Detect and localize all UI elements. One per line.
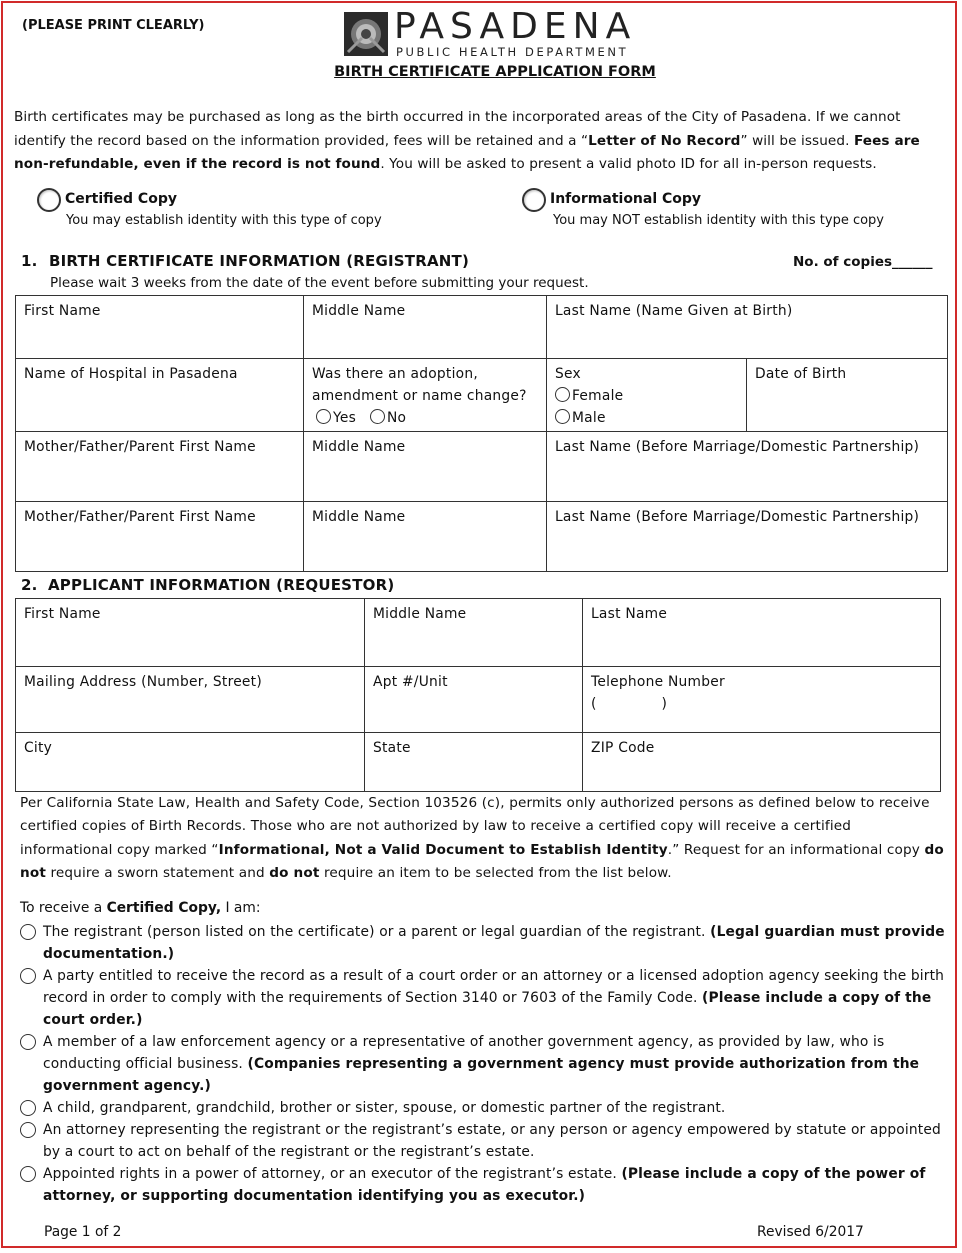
eligibility-option[interactable]: Appointed rights in a power of attorney, or an executor of the registrant’s estate. (Please include a copy of the power of attorney, or supporting documentation identifying you as executor.) xyxy=(18,1163,948,1207)
print-clearly-note: (PLEASE PRINT CLEARLY) xyxy=(22,18,205,33)
parent2-last-name-field[interactable]: Last Name (Before Marriage/Domestic Partnership) xyxy=(547,502,948,572)
intro-paragraph: Birth certificates may be purchased as long as the birth occurred in the incorporated areas of the City of Pasadena. If we cannot identify the record based on the information provided, fees will be retained and a “Letter of No Record” will be issued. Fees are non-refundable, even if the record is not found. You will be asked to present a valid photo ID for all in-person requests. xyxy=(14,109,920,172)
informational-copy-description: You may NOT establish identity with this type copy xyxy=(553,213,884,228)
option-radio[interactable] xyxy=(20,1166,36,1182)
certified-copy-radio[interactable] xyxy=(37,188,61,212)
rose-logo-icon xyxy=(344,12,388,56)
option-radio[interactable] xyxy=(20,1100,36,1116)
registrant-last-name-field[interactable]: Last Name (Name Given at Birth) xyxy=(547,296,948,359)
applicant-last-name-field[interactable]: Last Name xyxy=(583,599,941,667)
adoption-yes-radio[interactable] xyxy=(316,409,331,424)
sex-female-radio[interactable] xyxy=(555,387,570,402)
telephone-field[interactable]: Telephone Number ( ) xyxy=(583,667,941,733)
sex-male-radio[interactable] xyxy=(555,409,570,424)
option-radio[interactable] xyxy=(20,1034,36,1050)
registrant-first-name-field[interactable]: First Name xyxy=(16,296,304,359)
section1-number: 1. xyxy=(21,252,38,270)
parent1-last-name-field[interactable]: Last Name (Before Marriage/Domestic Partnership) xyxy=(547,432,948,502)
section2-title: APPLICANT INFORMATION (REQUESTOR) xyxy=(48,576,395,594)
section1-note: Please wait 3 weeks from the date of the event before submitting your request. xyxy=(50,275,589,291)
zip-code-field[interactable]: ZIP Code xyxy=(583,733,941,792)
adoption-no-radio[interactable] xyxy=(370,409,385,424)
registrant-table xyxy=(15,295,948,572)
adoption-question: Was there an adoption, amendment or name change? Yes No xyxy=(304,359,547,432)
eligibility-option[interactable]: A party entitled to receive the record as a result of a court order or an attorney or a licensed adoption agency seeking the birth record in order to comply with the requirements of Section 3140 or 7603 of the Family Code. (Please include a copy of the court order.) xyxy=(18,965,948,1031)
option-radio[interactable] xyxy=(20,1122,36,1138)
parent1-first-name-field[interactable]: Mother/Father/Parent First Name xyxy=(16,432,304,502)
apt-unit-field[interactable]: Apt #/Unit xyxy=(365,667,583,733)
logo-name: PASADENA xyxy=(394,6,637,47)
parent1-middle-name-field[interactable]: Middle Name xyxy=(304,432,547,502)
eligibility-option[interactable]: The registrant (person listed on the certificate) or a parent or legal guardian of the registrant. (Legal guardian must provide documentation.) xyxy=(18,921,948,965)
eligibility-option[interactable]: A child, grandparent, grandchild, brother or sister, spouse, or domestic partner of the registrant. xyxy=(18,1097,948,1119)
informational-copy-label: Informational Copy xyxy=(550,191,702,207)
certified-copy-label: Certified Copy xyxy=(65,191,177,207)
page-number: Page 1 of 2 xyxy=(44,1224,122,1240)
applicant-first-name-field[interactable]: First Name xyxy=(16,599,365,667)
logo-subtitle: PUBLIC HEALTH DEPARTMENT xyxy=(396,45,629,59)
certified-copy-intro: To receive a Certified Copy, I am: xyxy=(20,900,261,916)
applicant-middle-name-field[interactable]: Middle Name xyxy=(365,599,583,667)
law-paragraph: Per California State Law, Health and Safety Code, Section 103526 (c), permits only authorized persons as defined below to receive certified copies of Birth Records. Those who are not authorized by law to receive a certified copy will receive a certified informational copy marked “Informational, Not a Valid Document to Establish Identity.” Request for an informational copy do not require a sworn statement and do not require an item to be selected from the list below. xyxy=(20,795,944,881)
sex-field: Sex Female Male xyxy=(547,359,747,432)
informational-copy-radio[interactable] xyxy=(522,188,546,212)
eligibility-option[interactable]: An attorney representing the registrant or the registrant’s estate, or any person or agency empowered by statute or appointed by a court to act on behalf of the registrant or the registrant’s estate. xyxy=(18,1119,948,1163)
eligibility-option[interactable]: A member of a law enforcement agency or a representative of another government agency, as provided by law, who is conducting official business. (Companies representing a government agency must provide authorization from the government agency.) xyxy=(18,1031,948,1097)
date-of-birth-field[interactable]: Date of Birth xyxy=(747,359,948,432)
form-title: BIRTH CERTIFICATE APPLICATION FORM xyxy=(334,64,656,80)
revision-date: Revised 6/2017 xyxy=(757,1224,864,1240)
certified-copy-description: You may establish identity with this type of copy xyxy=(66,213,382,228)
hospital-name-field[interactable]: Name of Hospital in Pasadena xyxy=(16,359,304,432)
number-of-copies-field[interactable]: No. of copies______ xyxy=(793,254,933,270)
applicant-table xyxy=(15,598,941,792)
option-radio[interactable] xyxy=(20,968,36,984)
state-field[interactable]: State xyxy=(365,733,583,792)
pasadena-logo xyxy=(344,6,654,60)
eligibility-options xyxy=(18,921,948,1207)
mailing-address-field[interactable]: Mailing Address (Number, Street) xyxy=(16,667,365,733)
section2-number: 2. xyxy=(21,576,38,594)
section1-title: BIRTH CERTIFICATE INFORMATION (REGISTRANT) xyxy=(49,252,469,270)
parent2-first-name-field[interactable]: Mother/Father/Parent First Name xyxy=(16,502,304,572)
parent2-middle-name-field[interactable]: Middle Name xyxy=(304,502,547,572)
city-field[interactable]: City xyxy=(16,733,365,792)
registrant-middle-name-field[interactable]: Middle Name xyxy=(304,296,547,359)
option-radio[interactable] xyxy=(20,924,36,940)
